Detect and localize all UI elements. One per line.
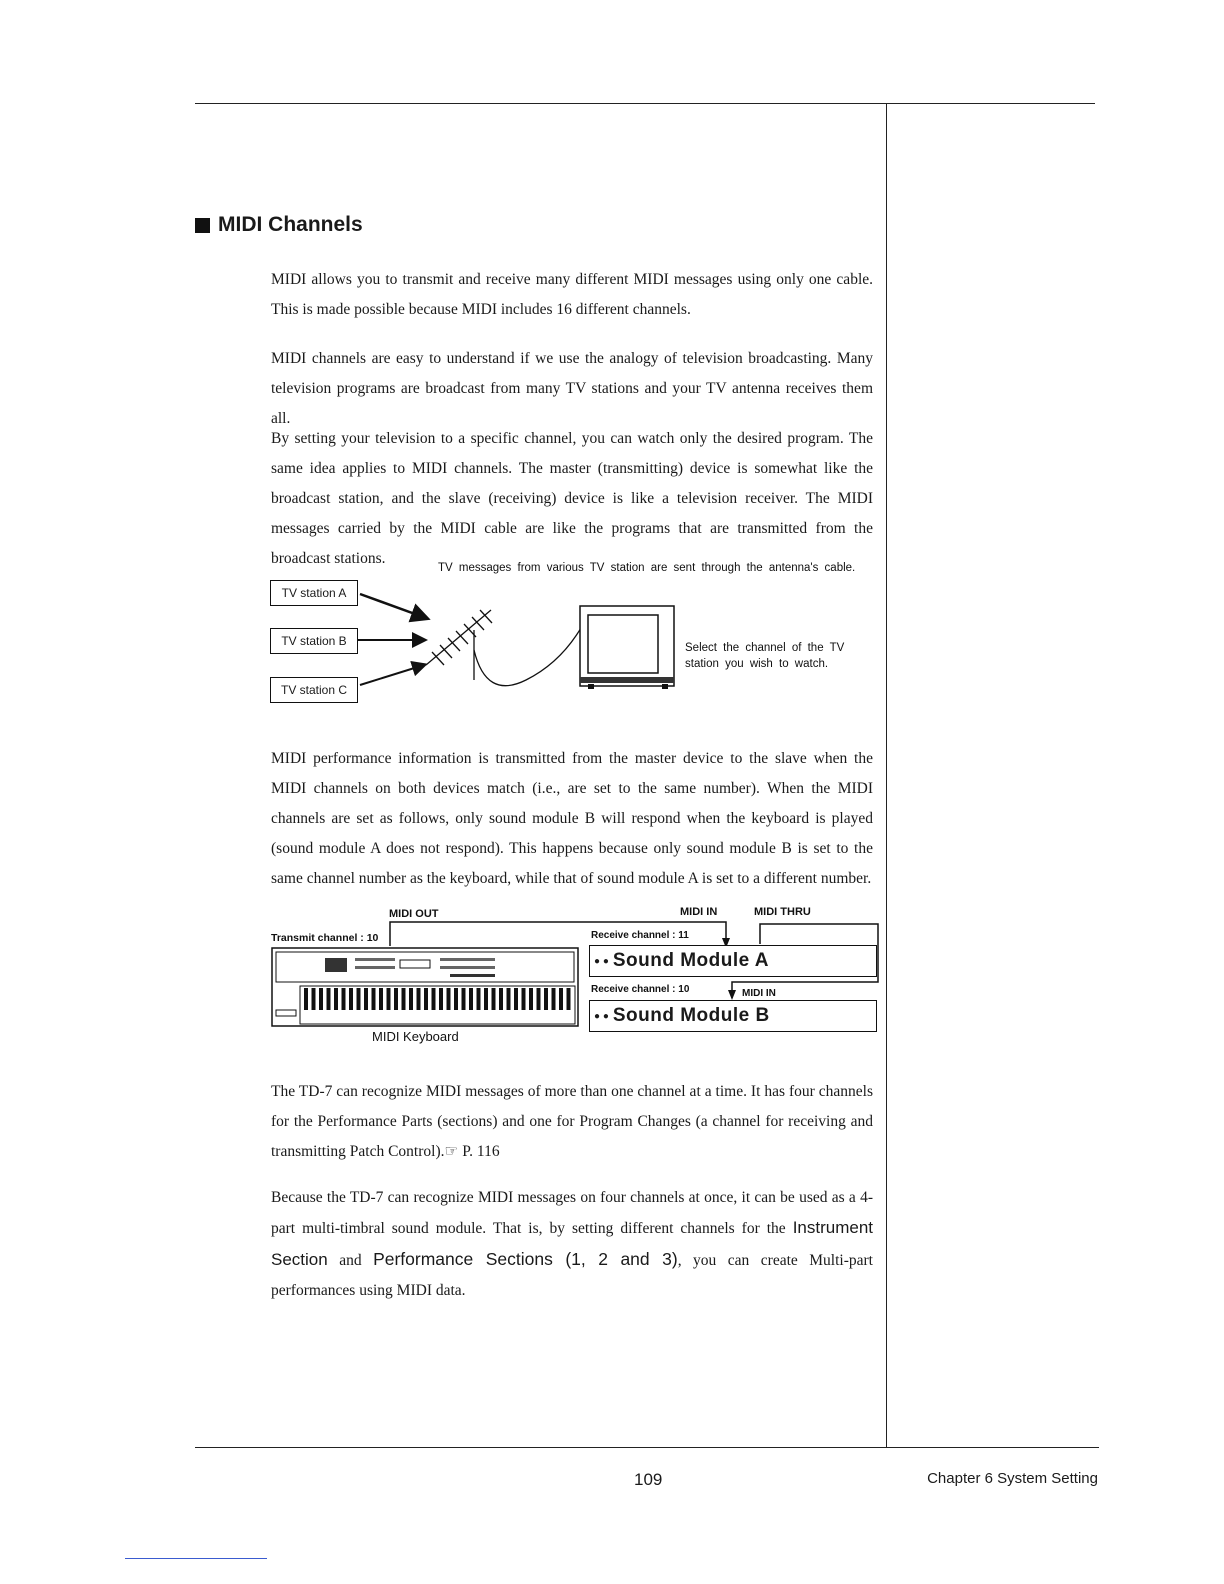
- footer-link-underline: [125, 1558, 267, 1559]
- bottom-rule: [195, 1447, 1099, 1448]
- section-heading: [195, 213, 363, 237]
- black-key: [342, 988, 346, 1010]
- black-key: [492, 988, 496, 1010]
- module-b-dots-icon: ● ●: [594, 1010, 609, 1022]
- black-key: [402, 988, 406, 1010]
- black-key: [439, 988, 443, 1010]
- sound-module-b: [589, 1000, 877, 1032]
- cable-out-to-in: [390, 922, 726, 946]
- black-key: [424, 988, 428, 1010]
- black-key: [454, 988, 458, 1010]
- black-key: [514, 988, 518, 1010]
- midi-in-label: MIDI IN: [680, 906, 718, 918]
- receive-channel-a-label: Receive channel : 11: [591, 930, 689, 941]
- module-a-dots-icon: ● ●: [594, 955, 609, 967]
- black-key: [499, 988, 503, 1010]
- black-key: [349, 988, 353, 1010]
- sound-module-a-label: Sound Module A: [612, 950, 770, 971]
- black-key: [552, 988, 556, 1010]
- receive-channel-b-label: Receive channel : 10: [591, 984, 690, 995]
- sound-module-a: [589, 945, 877, 977]
- tv-station-c-box: TV station C: [270, 677, 358, 703]
- arrow-a: [360, 594, 426, 618]
- square-bullet-icon: [195, 218, 210, 233]
- arrow-c: [360, 665, 424, 685]
- black-key: [357, 988, 361, 1010]
- black-key: [379, 988, 383, 1010]
- black-key: [462, 988, 466, 1010]
- performance-sections-term: Performance Sections (1, 2 and 3): [373, 1249, 678, 1269]
- tv-station-b-box: TV station B: [270, 628, 358, 654]
- sound-module-b-label: Sound Module B: [612, 1005, 770, 1026]
- paragraph-6: [271, 1183, 873, 1306]
- paragraph-5: [271, 1077, 873, 1167]
- black-key: [522, 988, 526, 1010]
- margin-rule: [886, 103, 887, 1448]
- black-key: [304, 988, 308, 1010]
- midi-thru-label: MIDI THRU: [754, 906, 811, 918]
- paragraph-5-text: The TD-7 can recognize MIDI messages of more than one channel at a time. It has four channels for the Performance Parts (sections) and one for Program Changes (a channel for receiving and transmitting Patch Control).: [271, 1083, 873, 1160]
- black-key: [387, 988, 391, 1010]
- black-key: [334, 988, 338, 1010]
- paragraph-3: By setting your television to a specific channel, you can watch only the desired program. The same idea applies to MIDI channels. The master (transmitting) device is somewhat like the broadcast station, and the slave (receiving) device is like a television receiver. The MIDI messages carried by the MIDI cable are like the programs that are transmitted from the broadcast stations.: [271, 430, 873, 567]
- black-key: [567, 988, 571, 1010]
- black-key: [364, 988, 368, 1010]
- paragraph-2: MIDI channels are easy to understand if we use the analogy of television broadcasting. Many television programs are broadcast from many TV stations and your TV antenna receives them all.: [271, 350, 873, 427]
- tv-caption-top: TV messages from various TV station are sent through the antenna's cable.: [438, 562, 856, 574]
- paragraph-6-text-c: and: [327, 1252, 374, 1269]
- midi-keyboard-icon: [272, 948, 578, 1026]
- paragraph-4: MIDI performance information is transmitted from the master device to the slave when the MIDI channels on both devices match (i.e., are set to the same number). When the MIDI channels are set as follows, only sound module B will respond when the keyboard is played (sound module A does not respond). This happens because only sound module B is set to the same channel number as the keyboard, while that of sound module A is set to a different number.: [271, 750, 873, 887]
- heading-text: MIDI Channels: [218, 213, 363, 236]
- black-key: [447, 988, 451, 1010]
- black-key: [559, 988, 563, 1010]
- page-number: 109: [634, 1470, 663, 1489]
- tv-arrows-antenna-drawing: [356, 590, 686, 700]
- midi-in-b-label: MIDI IN: [742, 988, 776, 999]
- television-icon: [580, 606, 674, 689]
- black-key: [319, 988, 323, 1010]
- tv-station-a-box: TV station A: [270, 580, 358, 606]
- black-key: [469, 988, 473, 1010]
- page-reference: ☞ P. 116: [444, 1143, 500, 1160]
- chapter-title: Chapter 6 System Setting: [927, 1470, 1098, 1487]
- black-key: [477, 988, 481, 1010]
- black-key: [417, 988, 421, 1010]
- tv-caption-right: Select the channel of the TV station you wish to watch.: [685, 642, 845, 670]
- antenna-icon: [426, 610, 588, 686]
- black-key: [394, 988, 398, 1010]
- top-rule: [195, 103, 1095, 104]
- black-key: [312, 988, 316, 1010]
- black-key: [432, 988, 436, 1010]
- transmit-channel-label: Transmit channel : 10: [271, 932, 379, 944]
- black-key: [537, 988, 541, 1010]
- midi-out-label: MIDI OUT: [389, 908, 439, 920]
- black-key: [544, 988, 548, 1010]
- black-key: [507, 988, 511, 1010]
- paragraph-6-text-e: , you can create Multi-part performances using MIDI data.: [271, 1252, 873, 1299]
- midi-keyboard-label: MIDI Keyboard: [372, 1029, 459, 1044]
- black-key: [409, 988, 413, 1010]
- paragraph-6-text-a: Because the TD-7 can recognize MIDI messages on four channels at once, it can be used as a 4-part multi-timbral sound module. That is, by setting different channels for the: [271, 1189, 873, 1237]
- paragraph-1: MIDI allows you to transmit and receive many different MIDI messages using only one cable. This is made possible because MIDI includes 16 different channels.: [271, 271, 873, 318]
- black-key: [372, 988, 376, 1010]
- black-key: [529, 988, 533, 1010]
- instrument-section-term: Instrument Section: [271, 1218, 873, 1269]
- black-key: [327, 988, 331, 1010]
- black-key: [484, 988, 488, 1010]
